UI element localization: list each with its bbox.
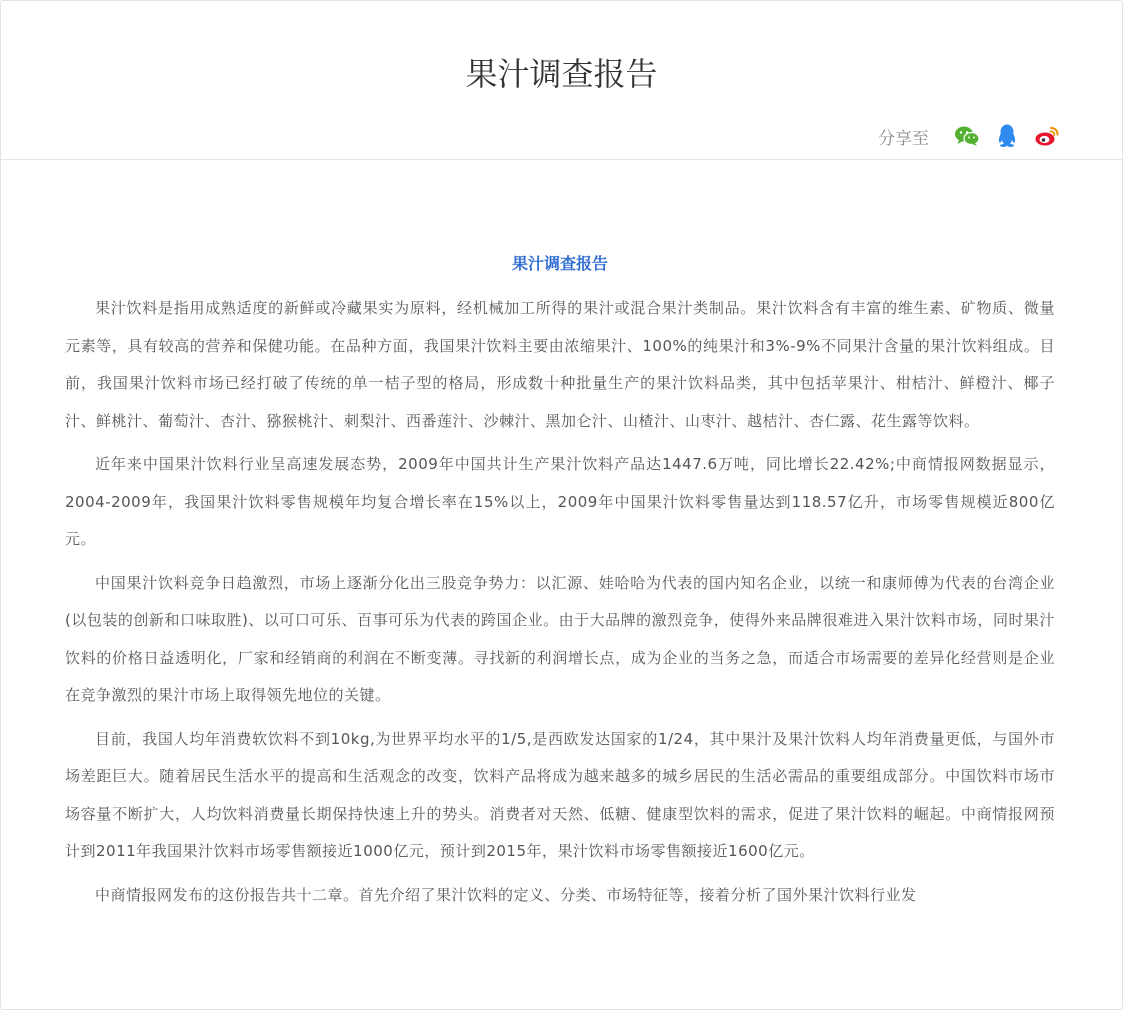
article-paragraph: 目前，我国人均年消费软饮料不到10kg,为世界平均水平的1/5,是西欧发达国家的1/24，其中果汁及果汁饮料人均年消费量更低，与国外市场差距巨大。随着居民生活水平的提高和生活观念的改变，饮料产品将成为越来越多的城乡居民的生活必需品的重要组成部分。中国饮料市场市场容量不断扩大，人均饮料消费量长期保持快速上升的势头。消费者对天然、低糖、健康型饮料的需求，促进了果汁饮料的崛起。中商情报网预计到2011年我国果汁饮料市场零售额接近1000亿元，预计到2015年，果汁饮料市场零售额接近1600亿元。 (65, 729, 1055, 860)
article-paragraph: 果汁饮料是指用成熟适度的新鲜或冷藏果实为原料，经机械加工所得的果汁或混合果汁类制品。果汁饮料含有丰富的维生素、矿物质、微量元素等，具有较高的营养和保健功能。在品种方面，我国果汁饮料主要由浓缩果汁、100%的纯果汁和3%-9%不同果汁含量的果汁饮料组成。目前，我国果汁饮料市场已经打破了传统的单一桔子型的格局，形成数十种批量生产的果汁饮料品类，其中包括苹果汁、柑桔汁、鲜橙汁、椰子汁、鲜桃汁、葡萄汁、杏汁、猕猴桃汁、刺梨汁、西番莲汁、沙棘汁、黑加仑汁、山楂汁、山枣汁、越桔汁、杏仁露、花生露等饮料。 (65, 299, 1055, 430)
page-header (0, 0, 1123, 160)
share-label: 分享至 (878, 128, 929, 149)
article-body (65, 250, 1055, 920)
weibo-icon[interactable] (1033, 122, 1061, 150)
article-paragraph: 中国果汁饮料竞争日趋激烈，市场上逐渐分化出三股竞争势力：以汇源、娃哈哈为代表的国内知名企业，以统一和康师傅为代表的台湾企业(以包装的创新和口味取胜)、以可口可乐、百事可乐为代表的跨国企业。由于大品牌的激烈竞争，使得外来品牌很难进入果汁饮料市场，同时果汁饮料的价格日益透明化，厂家和经销商的利润在不断变薄。寻找新的利润增长点，成为企业的当务之急，而适合市场需要的差异化经营则是企业在竞争激烈的果汁市场上取得领先地位的关键。 (65, 573, 1055, 704)
page-title: 果汁调查报告 (465, 55, 658, 93)
article-heading: 果汁调查报告 (511, 254, 608, 273)
qq-icon[interactable] (993, 122, 1021, 150)
article-paragraph: 近年来中国果汁饮料行业呈高速发展态势，2009年中国共计生产果汁饮料产品达1447.6万吨，同比增长22.42%;中商情报网数据显示，2004-2009年，我国果汁饮料零售规模年均复合增长率在15%以上，2009年中国果汁饮料零售量达到118.57亿升，市场零售规模近800亿元。 (65, 455, 1055, 548)
wechat-icon[interactable] (953, 122, 981, 150)
article-paragraph: 中商情报网发布的这份报告共十二章。首先介绍了果汁饮料的定义、分类、市场特征等，接着分析了国外果汁饮料行业发 (95, 885, 917, 904)
share-bar (878, 122, 1061, 150)
